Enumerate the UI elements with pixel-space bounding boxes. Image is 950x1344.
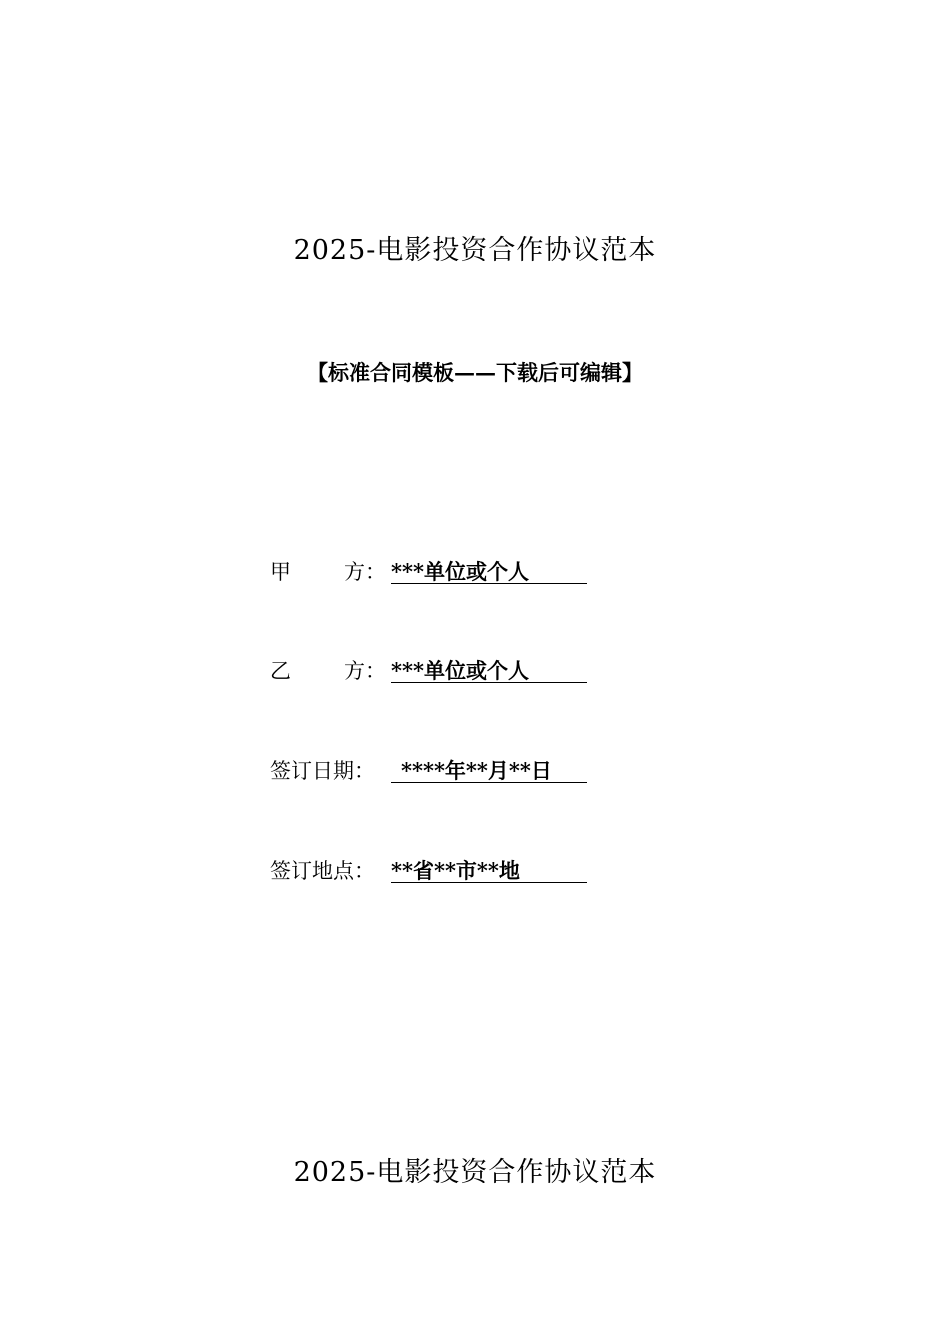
signing-place-value: **省**市**地 bbox=[391, 855, 587, 883]
signing-date-value: ****年**月**日 bbox=[391, 755, 587, 783]
signing-place-label: 签订地点： bbox=[270, 859, 375, 883]
party-a-label-suffix: 方： bbox=[344, 560, 386, 584]
party-b-value: ***单位或个人 bbox=[391, 655, 587, 683]
party-b-label-suffix: 方： bbox=[344, 659, 386, 683]
document-title: 2025-电影投资合作协议范本 bbox=[293, 235, 657, 266]
party-a-label-char: 甲 bbox=[270, 560, 291, 584]
party-b-label-char: 乙 bbox=[270, 659, 291, 683]
party-a-value: ***单位或个人 bbox=[391, 556, 587, 584]
footer-title: 2025-电影投资合作协议范本 bbox=[293, 1157, 657, 1188]
signing-date-label: 签订日期： bbox=[270, 759, 375, 783]
document-subtitle: 【标准合同模板——下载后可编辑】 bbox=[307, 360, 643, 385]
